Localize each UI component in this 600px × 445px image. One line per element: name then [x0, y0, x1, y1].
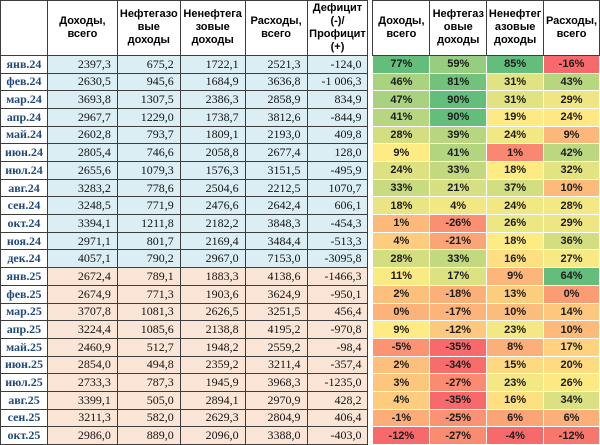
month-cell[interactable]: ноя.24 [1, 232, 48, 250]
table-row [1, 285, 600, 303]
value-cell[interactable]: 2602,8 [47, 126, 117, 144]
value-cell[interactable]: 2626,5 [180, 303, 245, 321]
month-cell[interactable]: май.24 [1, 126, 48, 144]
pct-cell[interactable]: 9% [544, 126, 600, 144]
value-cell[interactable]: 456,4 [307, 303, 368, 321]
value-cell[interactable]: 3248,5 [47, 197, 117, 215]
table-row [1, 162, 600, 180]
value-cell[interactable]: 746,6 [117, 144, 180, 162]
value-cell[interactable]: 2967,0 [180, 250, 245, 268]
table-row [1, 91, 600, 109]
value-cell[interactable]: 1738,7 [180, 108, 245, 126]
value-cell[interactable]: -1466,3 [307, 268, 368, 286]
pct-cell[interactable]: 33% [430, 162, 487, 180]
pct-cell[interactable]: 17% [544, 338, 600, 356]
value-cell[interactable]: 771,9 [117, 197, 180, 215]
value-cell[interactable]: 1081,3 [117, 303, 180, 321]
pct-cell[interactable]: 46% [373, 73, 430, 91]
pct-cell[interactable]: 41% [373, 108, 430, 126]
value-cell[interactable]: 2476,6 [180, 197, 245, 215]
value-cell[interactable]: 1307,5 [117, 91, 180, 109]
pct-cell[interactable]: 13% [487, 285, 544, 303]
value-cell[interactable]: 406,4 [307, 409, 368, 427]
value-cell[interactable]: 1903,6 [180, 285, 245, 303]
pct-cell[interactable]: 24% [373, 162, 430, 180]
pct-cell[interactable]: 41% [430, 144, 487, 162]
month-cell[interactable]: май.25 [1, 338, 48, 356]
month-cell[interactable]: июл.25 [1, 374, 48, 392]
pct-cell[interactable]: -12% [544, 427, 600, 445]
pct-cell[interactable]: 32% [544, 162, 600, 180]
value-cell[interactable]: 2397,3 [47, 55, 117, 73]
value-cell[interactable]: 945,6 [117, 73, 180, 91]
pct-cell[interactable]: -35% [430, 391, 487, 409]
month-cell[interactable]: янв.25 [1, 268, 48, 286]
pct-cell[interactable]: -12% [373, 427, 430, 445]
pct-cell[interactable]: 64% [544, 268, 600, 286]
value-cell[interactable]: 2804,9 [245, 409, 307, 427]
pct-cell[interactable]: -4% [487, 427, 544, 445]
value-column-header[interactable]: Нефтегазовые доходы [117, 1, 180, 56]
value-cell[interactable]: -844,9 [307, 108, 368, 126]
month-cell[interactable]: апр.24 [1, 108, 48, 126]
table-row [1, 250, 600, 268]
pct-cell[interactable]: 77% [373, 55, 430, 73]
pct-cell[interactable]: 4% [373, 391, 430, 409]
pct-cell[interactable]: 4% [430, 197, 487, 215]
value-cell[interactable]: 889,0 [117, 427, 180, 445]
value-cell[interactable]: 1211,8 [117, 215, 180, 233]
value-cell[interactable]: 4195,2 [245, 321, 307, 339]
value-cell[interactable]: 1722,1 [180, 55, 245, 73]
pct-cell[interactable]: 3% [373, 374, 430, 392]
value-cell[interactable]: 1229,0 [117, 108, 180, 126]
value-cell[interactable]: -1 006,3 [307, 73, 368, 91]
value-cell[interactable]: 2559,2 [245, 338, 307, 356]
value-cell[interactable]: 3624,9 [245, 285, 307, 303]
pct-column-header[interactable]: Доходы, всего [373, 1, 430, 56]
pct-cell[interactable]: 18% [373, 197, 430, 215]
value-cell[interactable]: 3211,3 [47, 409, 117, 427]
value-cell[interactable]: 4057,1 [47, 250, 117, 268]
value-cell[interactable]: 128,0 [307, 144, 368, 162]
pct-cell[interactable]: 24% [487, 126, 544, 144]
value-cell[interactable]: 2970,9 [245, 391, 307, 409]
value-cell[interactable]: 428,2 [307, 391, 368, 409]
value-cell[interactable]: 2642,4 [245, 197, 307, 215]
value-cell[interactable]: 3812,6 [245, 108, 307, 126]
table-row [1, 268, 600, 286]
value-cell[interactable]: 1684,9 [180, 73, 245, 91]
month-cell[interactable]: июн.24 [1, 144, 48, 162]
pct-cell[interactable]: 0% [373, 303, 430, 321]
pct-cell[interactable]: 37% [487, 179, 544, 197]
value-cell[interactable]: 1948,2 [180, 338, 245, 356]
value-cell[interactable]: 2894,1 [180, 391, 245, 409]
table-row [1, 409, 600, 427]
value-cell[interactable]: 801,7 [117, 232, 180, 250]
value-cell[interactable]: 2854,0 [47, 356, 117, 374]
month-cell[interactable]: авг.24 [1, 179, 48, 197]
value-column-header[interactable]: Доходы, всего [47, 1, 117, 56]
value-cell[interactable]: 2733,3 [47, 374, 117, 392]
pct-cell[interactable]: 0% [544, 285, 600, 303]
value-cell[interactable]: 2672,4 [47, 268, 117, 286]
pct-cell[interactable]: 59% [430, 55, 487, 73]
month-cell[interactable]: сен.24 [1, 197, 48, 215]
pct-cell[interactable]: -26% [430, 215, 487, 233]
pct-column-header[interactable]: Нефтегазовые доходы [430, 1, 487, 56]
table-row [1, 55, 600, 73]
table-row [1, 108, 600, 126]
pct-cell[interactable]: -34% [430, 356, 487, 374]
value-cell[interactable]: 4138,6 [245, 268, 307, 286]
value-cell[interactable]: 2359,2 [180, 356, 245, 374]
value-cell[interactable]: 1883,3 [180, 268, 245, 286]
pct-cell[interactable]: 28% [373, 250, 430, 268]
pct-cell[interactable]: 20% [544, 356, 600, 374]
pct-cell[interactable]: 85% [487, 55, 544, 73]
pct-column-header[interactable]: Расходы, всего [544, 1, 600, 56]
value-cell[interactable]: -1235,0 [307, 374, 368, 392]
value-cell[interactable]: 3968,3 [245, 374, 307, 392]
value-cell[interactable]: 771,3 [117, 285, 180, 303]
month-cell[interactable]: фев.25 [1, 285, 48, 303]
value-cell[interactable]: -98,4 [307, 338, 368, 356]
pct-cell[interactable]: 36% [544, 232, 600, 250]
pct-cell[interactable]: 43% [544, 73, 600, 91]
pct-cell[interactable]: 4% [373, 232, 430, 250]
value-column-header[interactable]: Ненефтегазовые доходы [180, 1, 245, 56]
pct-cell[interactable]: 23% [487, 374, 544, 392]
value-cell[interactable]: 3283,2 [47, 179, 117, 197]
value-cell[interactable]: 2677,4 [245, 144, 307, 162]
value-cell[interactable]: 1576,3 [180, 162, 245, 180]
month-cell[interactable]: июн.25 [1, 356, 48, 374]
pct-cell[interactable]: -1% [373, 409, 430, 427]
value-cell[interactable]: -3095,8 [307, 250, 368, 268]
table-row [1, 73, 600, 91]
month-cell[interactable]: окт.24 [1, 215, 48, 233]
month-cell[interactable]: апр.25 [1, 321, 48, 339]
table-row [1, 391, 600, 409]
pct-cell[interactable]: 9% [373, 321, 430, 339]
pct-cell[interactable]: -18% [430, 285, 487, 303]
pct-cell[interactable]: 10% [544, 321, 600, 339]
value-cell[interactable]: 2971,1 [47, 232, 117, 250]
pct-cell[interactable]: 18% [487, 162, 544, 180]
pct-cell[interactable]: -16% [544, 55, 600, 73]
pct-cell[interactable]: 16% [487, 391, 544, 409]
value-cell[interactable]: 3151,5 [245, 162, 307, 180]
pct-cell[interactable]: 42% [544, 144, 600, 162]
value-cell[interactable]: 675,2 [117, 55, 180, 73]
pct-cell[interactable]: 28% [373, 126, 430, 144]
table-header [1, 1, 600, 56]
pct-cell[interactable]: 24% [487, 197, 544, 215]
month-cell[interactable]: мар.25 [1, 303, 48, 321]
value-cell[interactable]: -970,8 [307, 321, 368, 339]
value-cell[interactable]: 834,9 [307, 91, 368, 109]
pct-cell[interactable]: 1% [487, 144, 544, 162]
value-cell[interactable]: 3848,3 [245, 215, 307, 233]
pct-cell[interactable]: 27% [544, 250, 600, 268]
table-row [1, 356, 600, 374]
pct-cell[interactable]: 15% [487, 356, 544, 374]
value-cell[interactable]: 1070,7 [307, 179, 368, 197]
table-row [1, 179, 600, 197]
value-cell[interactable]: 1079,3 [117, 162, 180, 180]
value-cell[interactable]: 790,2 [117, 250, 180, 268]
value-cell[interactable]: 1809,1 [180, 126, 245, 144]
pct-cell[interactable]: 2% [373, 285, 430, 303]
pct-cell[interactable]: 31% [487, 91, 544, 109]
month-cell[interactable]: фев.24 [1, 73, 48, 91]
value-cell[interactable]: 2630,5 [47, 73, 117, 91]
value-cell[interactable]: 787,3 [117, 374, 180, 392]
pct-cell[interactable]: 10% [487, 303, 544, 321]
month-cell[interactable]: июл.24 [1, 162, 48, 180]
month-cell[interactable]: янв.24 [1, 55, 48, 73]
table-row [1, 126, 600, 144]
pct-cell[interactable]: 2% [373, 356, 430, 374]
value-cell[interactable]: 512,7 [117, 338, 180, 356]
table-row [1, 374, 600, 392]
table-row [1, 232, 600, 250]
value-cell[interactable]: -495,9 [307, 162, 368, 180]
table-row [1, 427, 600, 445]
value-cell[interactable]: 606,1 [307, 197, 368, 215]
value-cell[interactable]: 2460,9 [47, 338, 117, 356]
value-cell[interactable]: 2655,6 [47, 162, 117, 180]
pct-cell[interactable]: 29% [544, 215, 600, 233]
value-cell[interactable]: 494,8 [117, 356, 180, 374]
pct-cell[interactable]: 26% [544, 374, 600, 392]
value-cell[interactable]: -403,0 [307, 427, 368, 445]
value-cell[interactable]: 505,0 [117, 391, 180, 409]
pct-cell[interactable]: 23% [487, 321, 544, 339]
value-cell[interactable]: -513,3 [307, 232, 368, 250]
pct-cell[interactable]: 28% [544, 197, 600, 215]
pct-cell[interactable]: 11% [373, 268, 430, 286]
value-cell[interactable]: 1085,6 [117, 321, 180, 339]
pct-cell[interactable]: -5% [373, 338, 430, 356]
pct-cell[interactable]: -27% [430, 427, 487, 445]
pct-cell[interactable]: 19% [487, 108, 544, 126]
pct-cell[interactable]: 6% [544, 409, 600, 427]
value-cell[interactable]: 582,0 [117, 409, 180, 427]
value-cell[interactable]: 1945,9 [180, 374, 245, 392]
table-row [1, 144, 600, 162]
value-cell[interactable]: 2182,2 [180, 215, 245, 233]
pct-cell[interactable]: 81% [430, 73, 487, 91]
pct-cell[interactable]: 29% [544, 91, 600, 109]
value-cell[interactable]: 7153,0 [245, 250, 307, 268]
pct-cell[interactable]: -17% [430, 303, 487, 321]
value-cell[interactable]: 3224,4 [47, 321, 117, 339]
value-cell[interactable]: -124,0 [307, 55, 368, 73]
month-cell[interactable]: дек.24 [1, 250, 48, 268]
pct-cell[interactable]: 24% [544, 108, 600, 126]
table-row [1, 338, 600, 356]
value-cell[interactable]: 3707,8 [47, 303, 117, 321]
corner-cell[interactable] [1, 1, 48, 56]
table-row [1, 321, 600, 339]
value-cell[interactable]: 3484,4 [245, 232, 307, 250]
pct-cell[interactable]: 33% [373, 179, 430, 197]
pct-column-header[interactable]: Ненефтегазовые доходы [487, 1, 544, 56]
pct-cell[interactable]: 6% [487, 409, 544, 427]
month-cell[interactable]: окт.25 [1, 427, 48, 445]
value-cell[interactable]: 2193,0 [245, 126, 307, 144]
pct-cell[interactable]: 9% [487, 268, 544, 286]
value-cell[interactable]: 3388,0 [245, 427, 307, 445]
value-cell[interactable]: 2674,9 [47, 285, 117, 303]
value-cell[interactable]: 3399,1 [47, 391, 117, 409]
pct-cell[interactable]: 21% [430, 179, 487, 197]
pct-cell[interactable]: 26% [487, 215, 544, 233]
month-cell[interactable]: авг.25 [1, 391, 48, 409]
value-cell[interactable]: -357,4 [307, 356, 368, 374]
value-cell[interactable]: 2805,4 [47, 144, 117, 162]
pct-cell[interactable]: -21% [430, 232, 487, 250]
value-cell[interactable]: 2504,6 [180, 179, 245, 197]
value-cell[interactable]: 3251,5 [245, 303, 307, 321]
value-cell[interactable]: 2986,0 [47, 427, 117, 445]
pct-cell[interactable]: -12% [430, 321, 487, 339]
value-cell[interactable]: 2058,8 [180, 144, 245, 162]
value-cell[interactable]: 2521,3 [245, 55, 307, 73]
pct-cell[interactable]: 17% [430, 268, 487, 286]
value-cell[interactable]: 3636,8 [245, 73, 307, 91]
table-row [1, 215, 600, 233]
table-row [1, 197, 600, 215]
pct-cell[interactable]: 31% [487, 73, 544, 91]
value-cell[interactable]: 2169,4 [180, 232, 245, 250]
value-cell[interactable]: 2629,3 [180, 409, 245, 427]
value-cell[interactable]: 2138,8 [180, 321, 245, 339]
pct-cell[interactable]: -25% [430, 409, 487, 427]
value-cell[interactable]: 3693,8 [47, 91, 117, 109]
pct-cell[interactable]: 39% [430, 126, 487, 144]
pct-cell[interactable]: 18% [487, 232, 544, 250]
pct-cell[interactable]: 34% [544, 391, 600, 409]
pct-cell[interactable]: -35% [430, 338, 487, 356]
pct-cell[interactable]: -27% [430, 374, 487, 392]
pct-cell[interactable]: 90% [430, 108, 487, 126]
pct-cell[interactable]: 9% [373, 144, 430, 162]
pct-cell[interactable]: 8% [487, 338, 544, 356]
value-cell[interactable]: 2212,5 [245, 179, 307, 197]
value-cell[interactable]: -950,1 [307, 285, 368, 303]
pct-cell[interactable]: 90% [430, 91, 487, 109]
value-cell[interactable]: 778,6 [117, 179, 180, 197]
value-cell[interactable]: 2967,7 [47, 108, 117, 126]
pct-cell[interactable]: 33% [430, 250, 487, 268]
value-cell[interactable]: 3394,1 [47, 215, 117, 233]
value-cell[interactable]: 2096,0 [180, 427, 245, 445]
table-row [1, 303, 600, 321]
pct-cell[interactable]: 47% [373, 91, 430, 109]
month-cell[interactable]: мар.24 [1, 91, 48, 109]
value-column-header[interactable]: Расходы, всего [245, 1, 307, 56]
pct-cell[interactable]: 16% [487, 250, 544, 268]
value-cell[interactable]: -454,3 [307, 215, 368, 233]
value-cell[interactable]: 2386,3 [180, 91, 245, 109]
pct-cell[interactable]: 10% [544, 179, 600, 197]
value-cell[interactable]: 789,1 [117, 268, 180, 286]
value-cell[interactable]: 409,8 [307, 126, 368, 144]
month-cell[interactable]: сен.25 [1, 409, 48, 427]
pct-cell[interactable]: 14% [544, 303, 600, 321]
value-cell[interactable]: 2858,9 [245, 91, 307, 109]
pct-cell[interactable]: 1% [373, 215, 430, 233]
value-cell[interactable]: 793,7 [117, 126, 180, 144]
value-column-header[interactable]: Дефицит (-)/Профицит (+) [307, 1, 368, 56]
value-cell[interactable]: 3211,4 [245, 356, 307, 374]
